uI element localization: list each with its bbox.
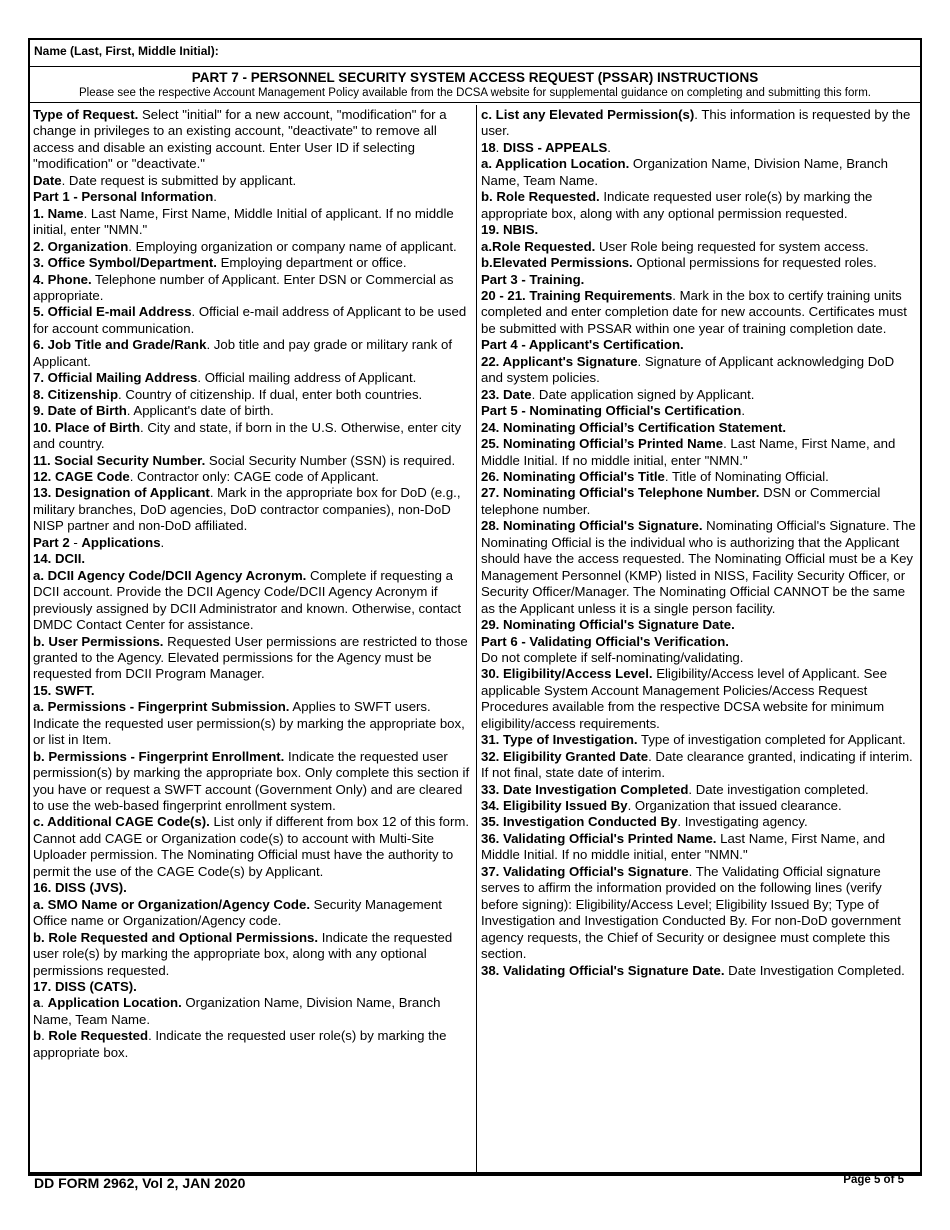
- instruction-item: [481, 272, 916, 288]
- item-heading: Type of Request.: [33, 107, 139, 122]
- item-text: . Country of citizenship. If dual, enter both countries.: [118, 386, 423, 402]
- instruction-item: [481, 239, 916, 255]
- right-column: [477, 105, 920, 1172]
- item-heading: 13. Designation of Applicant: [33, 485, 210, 501]
- instruction-item: [481, 140, 916, 156]
- item-heading: 3. Office Symbol/Department.: [33, 255, 217, 271]
- item-heading: 32. Eligibility Granted Date: [481, 748, 649, 764]
- instruction-item: [33, 387, 474, 403]
- page-title: PART 7 - PERSONNEL SECURITY SYSTEM ACCESS REQUEST (PSSAR) INSTRUCTIONS: [191, 70, 759, 85]
- item-heading: 12. CAGE Code: [33, 468, 130, 484]
- item-heading: 1. Name: [33, 205, 84, 221]
- item-text: . City and state, if born in the U.S. Otherwise, enter city and country.: [33, 419, 462, 452]
- item-heading: 9. Date of Birth: [33, 403, 127, 419]
- item-text: Do not complete if self-nominating/validating.: [481, 649, 744, 665]
- instruction-item: [33, 485, 474, 534]
- item-heading: 23. Date: [481, 386, 532, 402]
- item-text: .: [160, 534, 165, 550]
- instruction-item: [481, 420, 916, 436]
- instruction-item: [481, 387, 916, 403]
- item-text: Optional permissions for requested roles.: [632, 255, 877, 271]
- item-text: . Employing organization or company name of applicant.: [128, 238, 457, 254]
- item-text: Organization Name, Division Name, Branch Name, Team Name.: [33, 995, 441, 1027]
- item-heading: Role Requested: [48, 1028, 149, 1044]
- item-heading: Part 3 - Training.: [481, 271, 585, 287]
- item-text: Last Name, First Name, and Middle Initial. If no middle initial, enter "NMN.": [481, 830, 886, 863]
- item-text: Applies to SWFT users. Indicate the requested user permission(s) by marking the appropriate box, or list in Item.: [33, 699, 465, 748]
- instruction-item: [481, 189, 916, 222]
- item-heading: c. List any Elevated Permission(s): [481, 107, 695, 122]
- item-text: -: [69, 534, 82, 550]
- instruction-item: [481, 963, 916, 979]
- item-text: DSN or Commercial telephone number.: [481, 485, 881, 517]
- item-text: .: [741, 403, 746, 419]
- instruction-item: [33, 272, 474, 305]
- item-heading: Part 5 - Nominating Official's Certification: [481, 403, 742, 419]
- item-text: .: [495, 139, 503, 155]
- item-text: . Date application signed by Applicant.: [531, 386, 755, 402]
- item-heading: b: [33, 1028, 42, 1044]
- instruction-item: [481, 469, 916, 485]
- instruction-item: [481, 650, 916, 666]
- item-heading: Application Location.: [47, 995, 182, 1011]
- item-heading: 25. Nominating Official’s Printed Name: [481, 436, 724, 452]
- instruction-item: [33, 880, 474, 896]
- instruction-item: [33, 453, 474, 469]
- item-text: . Official mailing address of Applicant.: [197, 370, 417, 386]
- instruction-item: [33, 897, 474, 930]
- instruction-item: [481, 782, 916, 798]
- item-text: List only if different from box 12 of this form. Cannot add CAGE or Organization code(s) to account with Multi-Site Uploader permission. The Nominating Official must have the authority to permit the use of the CAGE Code(s) by Applicant.: [33, 814, 470, 879]
- item-heading: 26. Nominating Official's Title: [481, 468, 665, 484]
- item-heading: 31. Type of Investigation.: [481, 732, 638, 748]
- item-text: . Contractor only: CAGE code of Applicant.: [129, 468, 379, 484]
- item-heading: a.Role Requested.: [481, 238, 596, 254]
- item-heading: c. Additional CAGE Code(s).: [33, 814, 210, 830]
- instruction-item: [481, 354, 916, 387]
- item-heading: a. SMO Name or Organization/Agency Code.: [33, 896, 310, 912]
- item-heading: 5. Official E-mail Address: [33, 304, 192, 320]
- item-heading: 14. DCII.: [33, 551, 86, 567]
- item-heading: 8. Citizenship: [33, 386, 118, 402]
- instruction-item: [33, 995, 474, 1028]
- item-heading: 24. Nominating Official’s Certification Statement.: [481, 419, 787, 435]
- item-heading: DISS - APPEALS: [503, 139, 608, 155]
- instruction-item: [33, 189, 474, 205]
- item-heading: Part 2: [33, 534, 70, 550]
- item-text: . Investigating agency.: [677, 814, 808, 830]
- item-text: . Mark in the box to certify training units completed and enter completion date for new accounts. Certificates must be submitted with PSSAR within one year of training completion date.: [481, 287, 907, 336]
- item-text: . The Validating Official signature serves to affirm the information provided on the following lines (verify before signing): Eligibility/Access Level; Eligibility Issued By; Type of Investigation and Investigation Conducted By. For non-DoD government agency requests, the Chief of Security or designee must complete this section.: [481, 863, 901, 962]
- instruction-columns: [30, 105, 920, 1172]
- instruction-item: [33, 749, 474, 815]
- item-heading: b. Permissions - Fingerprint Enrollment.: [33, 748, 285, 764]
- instruction-item: [481, 518, 916, 617]
- instruction-item: [33, 551, 474, 567]
- page-subtitle: Please see the respective Account Management Policy available from the DCSA website for supplemental guidance on completing and submitting this form.: [78, 87, 871, 99]
- instruction-item: [481, 749, 916, 782]
- item-text: Social Security Number (SSN) is required.: [205, 452, 456, 468]
- item-heading: 19. NBIS.: [481, 222, 539, 238]
- instruction-item: [481, 107, 916, 140]
- item-text: Requested User permissions are restricted to those granted to the Agency. Elevated permissions for the Agency must be requested from DCII Program Manager.: [33, 633, 468, 682]
- item-text: . Title of Nominating Official.: [664, 468, 829, 484]
- instruction-item: [33, 420, 474, 453]
- item-text: . Applicant's date of birth.: [126, 403, 274, 419]
- item-text: Type of investigation completed for Applicant.: [637, 732, 906, 748]
- item-heading: 36. Validating Official's Printed Name.: [481, 830, 717, 846]
- instruction-item: [481, 337, 916, 353]
- item-text: Employing department or office.: [216, 255, 407, 271]
- instruction-item: [481, 617, 916, 633]
- item-text: Indicate the requested user permission(s) by marking the appropriate box. Only complete this section if you have or request a SWFT account (Government Only) and are cleared to use the web-based fingerprint enrollment system.: [33, 748, 470, 814]
- item-heading: 35. Investigation Conducted By: [481, 814, 678, 830]
- item-text: . Date request is submitted by applicant.: [61, 172, 297, 188]
- item-text: Date Investigation Completed.: [724, 962, 905, 978]
- item-text: Security Management Office name or Organization/Agency code.: [33, 896, 442, 929]
- item-heading: Part 6 - Validating Official's Verification.: [481, 633, 729, 649]
- item-text: Organization Name, Division Name, Branch Name, Team Name.: [481, 156, 888, 188]
- instructions-header: [30, 67, 920, 103]
- item-text: Select "initial" for a new account, "modification" for a change in privileges to an existing account, "deactivate" to remove all access and disable an existing account. Enter User ID if selecting "modification" or "deactivate.": [33, 107, 447, 172]
- item-heading: a: [33, 995, 41, 1011]
- item-text: . Job title and pay grade or military rank of Applicant.: [33, 337, 453, 369]
- item-text: . Indicate the requested user role(s) by marking the appropriate box.: [33, 1028, 447, 1060]
- form-number: DD FORM 2962, Vol 2, JAN 2020: [34, 1175, 246, 1191]
- instruction-item: [33, 255, 474, 271]
- item-heading: b. Role Requested.: [481, 189, 600, 205]
- instruction-item: [33, 634, 474, 683]
- item-heading: 38. Validating Official's Signature Date.: [481, 962, 725, 978]
- item-text: . Date clearance granted, indicating if interim. If not final, state date of interim.: [481, 748, 913, 781]
- left-column: [30, 105, 477, 1172]
- page-number: Page 5 of 5: [843, 1174, 904, 1186]
- item-heading: 28. Nominating Official's Signature.: [481, 518, 703, 534]
- item-text: Nominating Official's Signature. The Nominating Official is the individual who is authorizing that the Applicant should have the access requested. The Nominating Official must be a Key Management Personnel (KMP) listed in NISS, Facility Security Officer, or Security Officer/Manager. The Nominating Official CANNOT be the same as the Applicant unless it is a single person facility.: [481, 518, 916, 616]
- item-heading: Part 4 - Applicant's Certification.: [481, 337, 684, 353]
- instruction-item: [33, 683, 474, 699]
- item-heading: 22. Applicant's Signature: [481, 353, 638, 369]
- item-heading: 16. DISS (JVS).: [33, 880, 127, 896]
- item-text: .: [213, 189, 217, 205]
- item-text: .: [607, 139, 611, 155]
- instruction-item: [33, 1028, 474, 1061]
- item-text: . Date investigation completed.: [688, 781, 869, 797]
- item-heading: 11. Social Security Number.: [33, 452, 206, 468]
- instruction-item: [481, 814, 916, 830]
- instruction-item: [481, 403, 916, 419]
- instruction-item: [481, 156, 916, 189]
- item-heading: 37. Validating Official's Signature: [481, 863, 689, 879]
- instruction-item: [33, 699, 474, 748]
- instruction-item: [481, 666, 916, 732]
- instruction-item: [481, 485, 916, 518]
- instruction-item: [33, 173, 474, 189]
- instruction-item: [481, 864, 916, 963]
- instruction-item: [481, 798, 916, 814]
- item-text: User Role being requested for system access.: [595, 238, 869, 254]
- item-heading: 15. SWFT.: [33, 682, 95, 698]
- instruction-item: [33, 370, 474, 386]
- item-text: . Last Name, First Name, Middle Initial of applicant. If no middle initial, enter "NMN.": [33, 205, 454, 238]
- item-heading: 33. Date Investigation Completed: [481, 781, 689, 797]
- instruction-item: [481, 288, 916, 337]
- item-heading: 29. Nominating Official's Signature Date.: [481, 617, 735, 633]
- instruction-item: [481, 436, 916, 469]
- instruction-item: [33, 403, 474, 419]
- item-heading: 4. Phone.: [33, 271, 92, 287]
- item-heading: Date: [33, 172, 62, 188]
- item-text: Complete if requesting a DCII account. Provide the DCII Agency Code/DCII Agency Acronym if previously assigned by DCII Administrator and known. Otherwise, contact DMDC Contact Center for assistance.: [33, 567, 462, 633]
- instruction-item: [33, 206, 474, 239]
- item-text: . Signature of Applicant acknowledging DoD and system policies.: [481, 353, 895, 386]
- item-text: . This information is requested by the user.: [481, 107, 911, 139]
- instruction-item: [481, 732, 916, 748]
- item-heading: 27. Nominating Official's Telephone Number.: [481, 485, 760, 501]
- item-heading: a. Application Location.: [481, 156, 630, 172]
- instruction-item: [33, 568, 474, 634]
- item-heading: a. DCII Agency Code/DCII Agency Acronym.: [33, 567, 307, 583]
- instruction-item: [33, 930, 474, 979]
- item-heading: 7. Official Mailing Address: [33, 370, 198, 386]
- item-heading: 2. Organization: [33, 238, 129, 254]
- instruction-item: [33, 337, 474, 370]
- item-heading: 30. Eligibility/Access Level.: [481, 666, 653, 682]
- item-text: Indicate requested user role(s) by marking the appropriate box, along with any optional permission requested.: [481, 189, 873, 221]
- item-text: Indicate the requested user role(s) by marking the appropriate box, along with any optional permissions requested.: [33, 929, 453, 978]
- instruction-item: [33, 469, 474, 485]
- item-heading: 18: [481, 139, 496, 155]
- instruction-item: [481, 255, 916, 271]
- item-heading: Part 1 - Personal Information: [33, 189, 214, 205]
- instruction-item: [481, 222, 916, 238]
- item-text: Telephone number of Applicant. Enter DSN or Commercial as appropriate.: [33, 271, 454, 303]
- instruction-item: [33, 304, 474, 337]
- item-heading: 6. Job Title and Grade/Rank: [33, 337, 207, 353]
- item-text: Eligibility/Access level of Applicant. See applicable System Account Management Policies/Access Request Procedures available from the respective DCSA website for minimum eligibility/access requirements.: [481, 666, 888, 731]
- name-field-label: Name (Last, First, Middle Initial):: [30, 40, 920, 67]
- item-heading: Applications: [81, 534, 161, 550]
- instruction-item: [481, 634, 916, 650]
- item-heading: a. Permissions - Fingerprint Submission.: [33, 699, 290, 715]
- item-text: . Mark in the appropriate box for DoD (e.g., military branches, DoD agencies, DoD contractor companies), non-DoD NISP partner and non-DoD affiliated.: [33, 485, 461, 534]
- instruction-item: [33, 979, 474, 995]
- instruction-item: [33, 107, 474, 173]
- form-frame: [28, 38, 922, 1174]
- item-heading: 34. Eligibility Issued By: [481, 798, 628, 814]
- instruction-item: [481, 831, 916, 864]
- item-text: .: [41, 1028, 49, 1044]
- item-text: . Last Name, First Name, and Middle Initial. If no middle initial, enter "NMN.": [481, 436, 896, 468]
- item-heading: 10. Place of Birth: [33, 419, 141, 435]
- item-text: .: [40, 995, 48, 1011]
- item-text: . Organization that issued clearance.: [627, 798, 842, 814]
- instruction-item: [33, 814, 474, 880]
- item-text: . Official e-mail address of Applicant to be used for account communication.: [33, 304, 467, 336]
- item-heading: b.Elevated Permissions.: [481, 255, 633, 271]
- item-heading: b. User Permissions.: [33, 633, 164, 649]
- item-heading: b. Role Requested and Optional Permissions.: [33, 929, 319, 945]
- instruction-item: [33, 535, 474, 551]
- item-heading: 20 - 21. Training Requirements: [481, 287, 673, 303]
- instruction-item: [33, 239, 474, 255]
- item-heading: 17. DISS (CATS).: [33, 979, 137, 995]
